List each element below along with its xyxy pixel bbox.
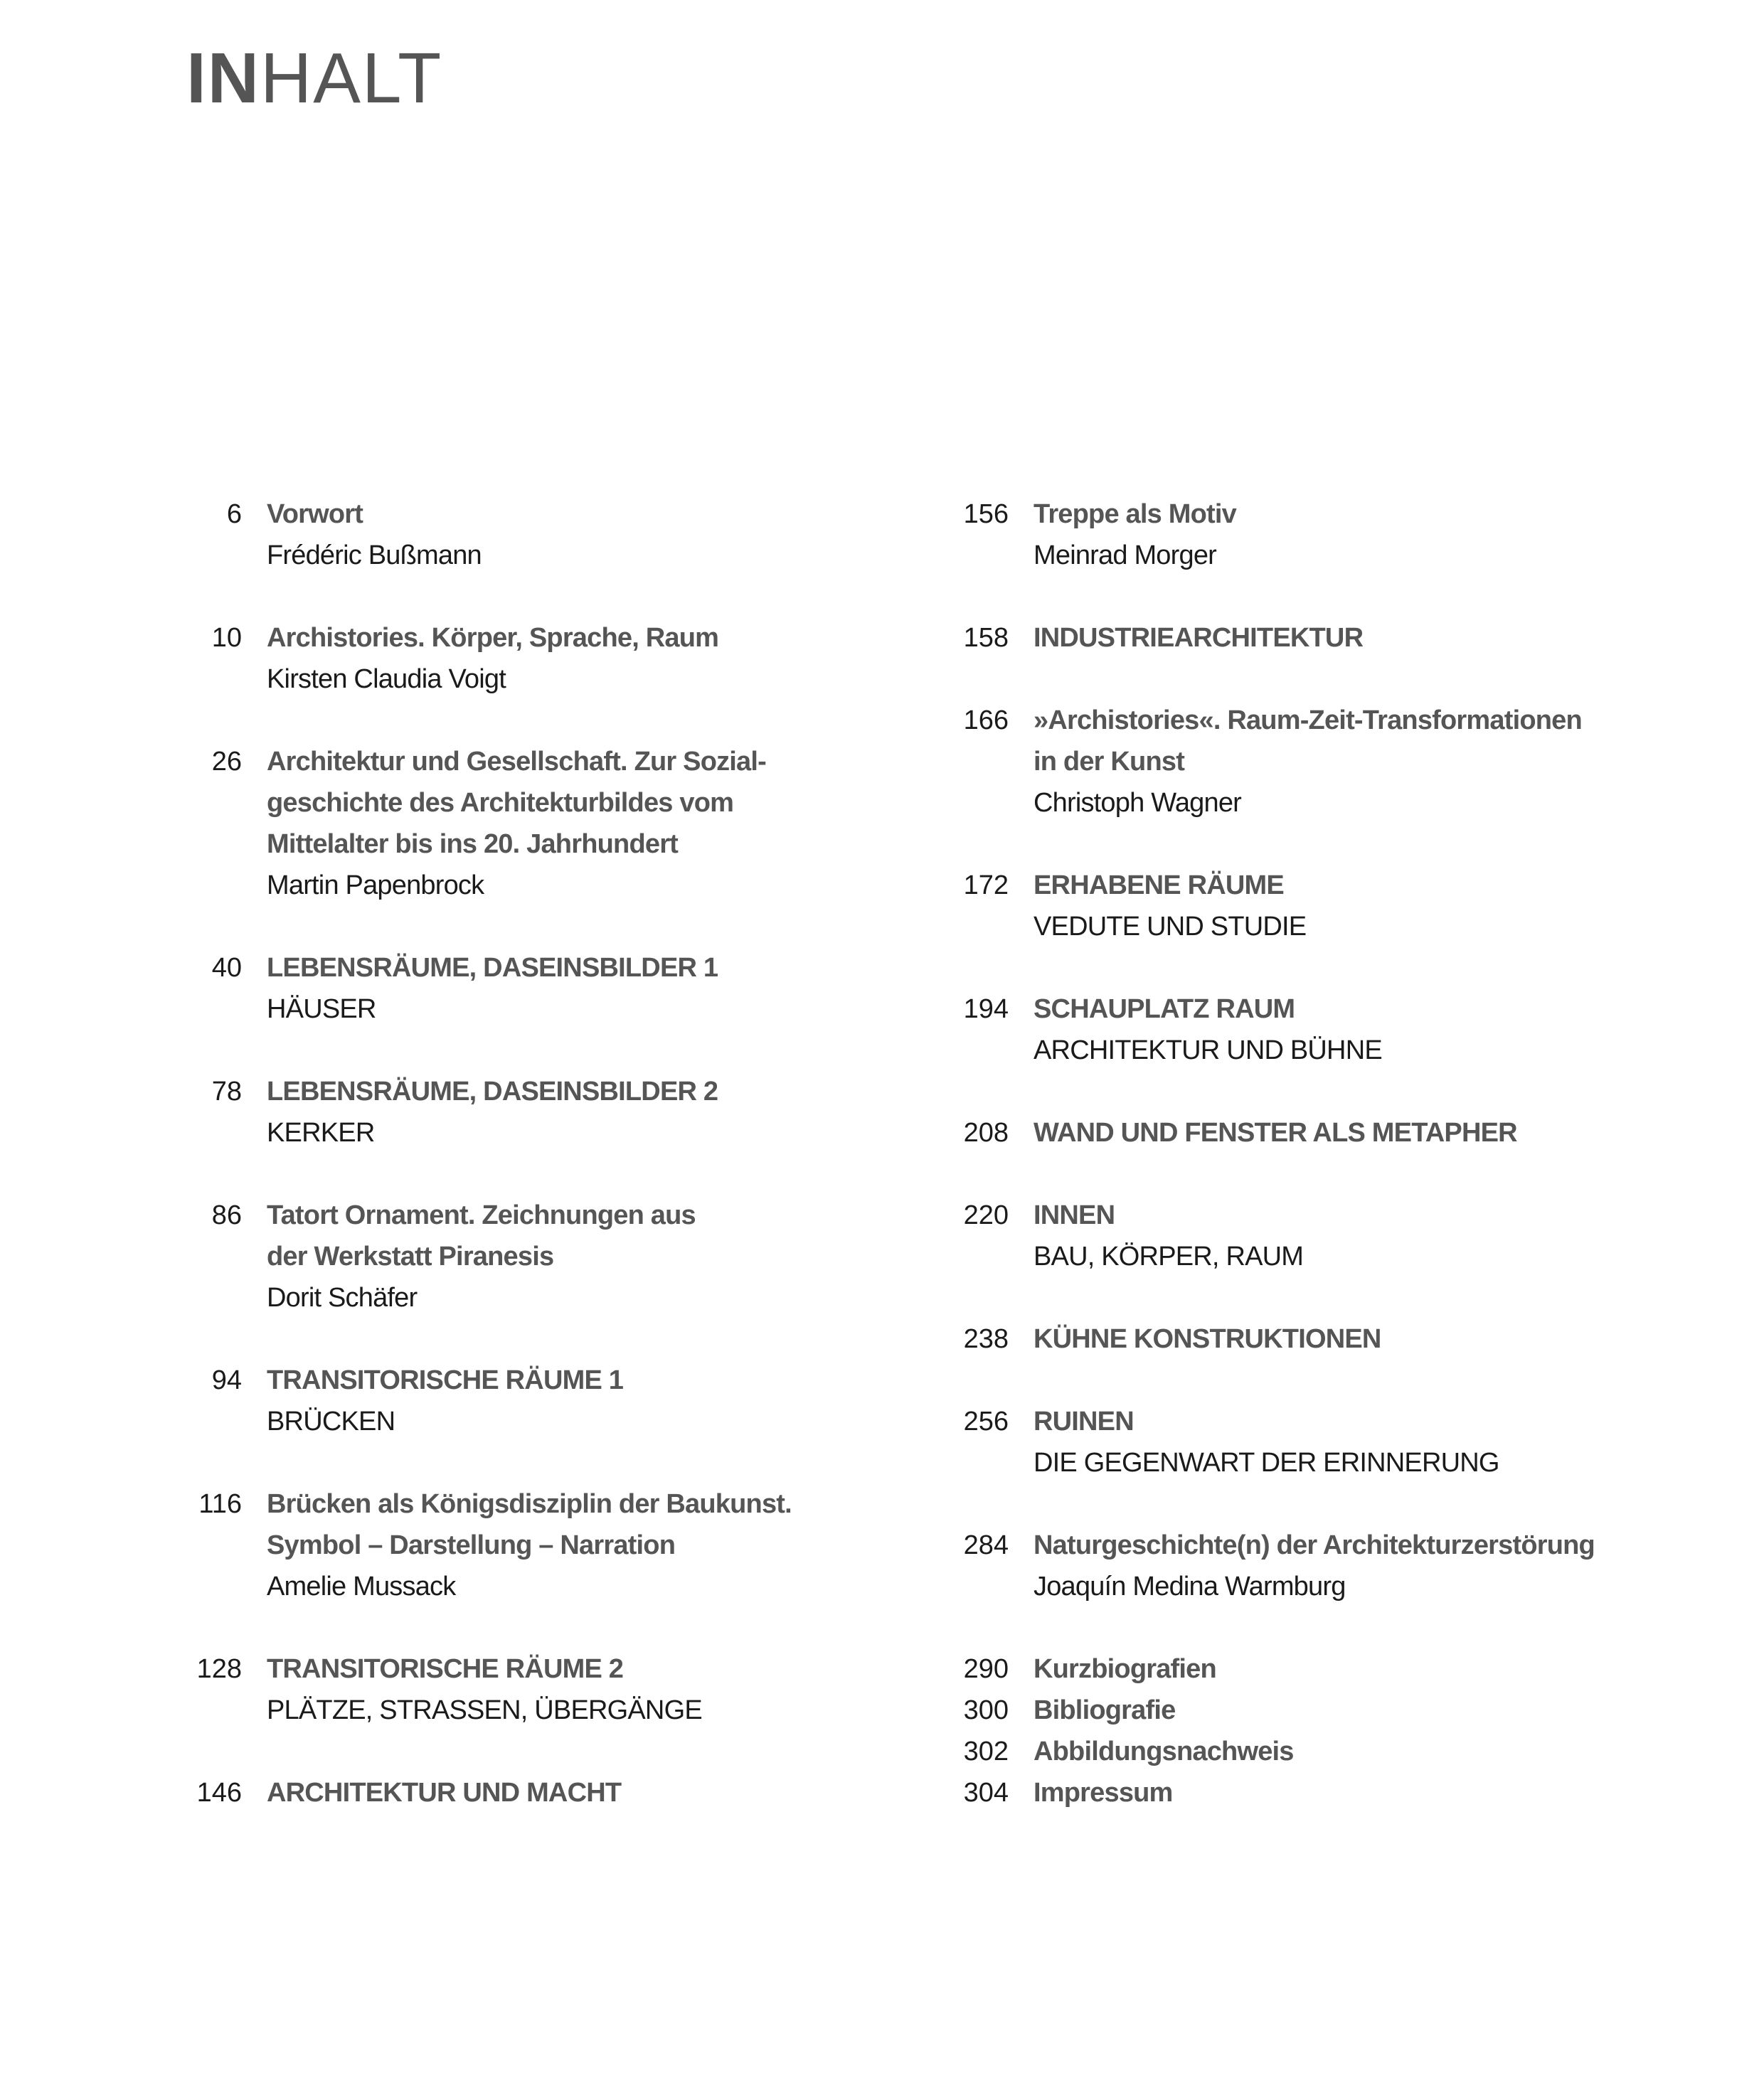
page-number: 172 bbox=[963, 870, 1009, 900]
entry-text bbox=[1034, 1112, 1720, 1153]
entry-subtitle: Joaquín Medina Warmburg bbox=[1034, 1572, 1346, 1601]
entry-subtitle: KERKER bbox=[267, 1118, 375, 1148]
entry-subtitle: Dorit Schäfer bbox=[267, 1283, 418, 1313]
entry-subtitle: HÄUSER bbox=[267, 994, 376, 1024]
entry-text bbox=[1034, 1401, 1720, 1483]
toc-entry[interactable] bbox=[171, 1483, 882, 1607]
toc-entry[interactable] bbox=[171, 1772, 882, 1813]
entry-text bbox=[267, 1195, 882, 1318]
toc-entry[interactable] bbox=[937, 1318, 1720, 1360]
page-number: 238 bbox=[963, 1324, 1009, 1354]
entry-title: Impressum bbox=[1034, 1778, 1173, 1808]
entry-subtitle: Kirsten Claudia Voigt bbox=[267, 664, 506, 694]
entry-subtitle: Christoph Wagner bbox=[1034, 788, 1242, 818]
entry-title: SCHAUPLATZ RAUM bbox=[1034, 994, 1295, 1024]
entry-text bbox=[1034, 1772, 1720, 1813]
page-number: 194 bbox=[963, 994, 1009, 1024]
entry-subtitle: Amelie Mussack bbox=[267, 1572, 456, 1601]
entry-text bbox=[1034, 700, 1720, 824]
toc-entry[interactable] bbox=[171, 741, 882, 906]
toc-entry[interactable] bbox=[937, 1690, 1720, 1731]
page-number: 284 bbox=[963, 1530, 1009, 1560]
toc-entry[interactable] bbox=[937, 865, 1720, 947]
toc-column-left bbox=[171, 494, 882, 1855]
page-number: 256 bbox=[963, 1407, 1009, 1437]
page-title bbox=[186, 38, 443, 118]
page-number: 94 bbox=[211, 1365, 242, 1395]
entry-text bbox=[267, 494, 882, 576]
entry-text bbox=[1034, 1525, 1720, 1607]
toc-entry[interactable] bbox=[171, 494, 882, 576]
entry-title: ARCHITEKTUR UND MACHT bbox=[267, 1778, 622, 1808]
page-number: 146 bbox=[196, 1778, 242, 1808]
toc-entry[interactable] bbox=[937, 1112, 1720, 1153]
toc-entry[interactable] bbox=[937, 1525, 1720, 1607]
toc-entry[interactable] bbox=[171, 1648, 882, 1731]
page-number: 220 bbox=[963, 1200, 1009, 1230]
entry-title: geschichte des Architekturbildes vom bbox=[267, 788, 734, 818]
page-number: 86 bbox=[211, 1200, 242, 1230]
entry-text bbox=[1034, 865, 1720, 947]
entry-text bbox=[1034, 1318, 1720, 1360]
toc-entry[interactable] bbox=[937, 494, 1720, 576]
toc-entry[interactable] bbox=[171, 617, 882, 700]
page-number: 304 bbox=[963, 1778, 1009, 1808]
toc-entry[interactable] bbox=[937, 1772, 1720, 1813]
entry-text bbox=[1034, 1195, 1720, 1277]
toc-column-right bbox=[937, 494, 1720, 1813]
toc-entry[interactable] bbox=[937, 988, 1720, 1071]
entry-text bbox=[1034, 1731, 1720, 1772]
entry-text bbox=[1034, 1648, 1720, 1690]
entry-title: TRANSITORISCHE RÄUME 1 bbox=[267, 1365, 624, 1395]
page-number: 6 bbox=[226, 499, 242, 529]
entry-text bbox=[267, 741, 882, 906]
entry-title: LEBENSRÄUME, DASEINSBILDER 2 bbox=[267, 1077, 718, 1107]
entry-title: Architektur und Gesellschaft. Zur Sozial- bbox=[267, 747, 767, 777]
page-number: 156 bbox=[963, 499, 1009, 529]
entry-text bbox=[1034, 617, 1720, 659]
entry-title: Bibliografie bbox=[1034, 1695, 1176, 1725]
entry-title: »Archistories«. Raum-Zeit-Transformationen bbox=[1034, 705, 1582, 735]
page-title-light: HALT bbox=[260, 38, 443, 118]
page-number: 26 bbox=[211, 747, 242, 777]
entry-title: in der Kunst bbox=[1034, 747, 1185, 777]
entry-title: Naturgeschichte(n) der Architekturzerstörung bbox=[1034, 1530, 1595, 1560]
toc-entry[interactable] bbox=[937, 1195, 1720, 1277]
entry-subtitle: Frédéric Bußmann bbox=[267, 540, 482, 570]
entry-text bbox=[267, 1648, 882, 1731]
entry-title: Treppe als Motiv bbox=[1034, 499, 1236, 529]
entry-title: Archistories. Körper, Sprache, Raum bbox=[267, 623, 719, 653]
entry-title: Brücken als Königsdisziplin der Baukunst. bbox=[267, 1489, 792, 1519]
entry-subtitle: Meinrad Morger bbox=[1034, 540, 1217, 570]
entry-title: TRANSITORISCHE RÄUME 2 bbox=[267, 1654, 624, 1684]
entry-subtitle: Martin Papenbrock bbox=[267, 870, 484, 900]
toc-entry[interactable] bbox=[171, 947, 882, 1030]
page-number: 290 bbox=[963, 1654, 1009, 1684]
entry-title: INDUSTRIEARCHITEKTUR bbox=[1034, 623, 1364, 653]
entry-title: RUINEN bbox=[1034, 1407, 1134, 1437]
entry-subtitle: BRÜCKEN bbox=[267, 1407, 395, 1437]
entry-title: der Werkstatt Piranesis bbox=[267, 1242, 554, 1272]
entry-text bbox=[1034, 988, 1720, 1071]
entry-title: KÜHNE KONSTRUKTIONEN bbox=[1034, 1324, 1381, 1354]
entry-text bbox=[267, 1360, 882, 1442]
page-number: 208 bbox=[963, 1118, 1009, 1148]
entry-title: INNEN bbox=[1034, 1200, 1115, 1230]
entry-text bbox=[1034, 1690, 1720, 1731]
page-number: 128 bbox=[196, 1654, 242, 1684]
page-title-bold: IN bbox=[186, 38, 260, 118]
entry-title: LEBENSRÄUME, DASEINSBILDER 1 bbox=[267, 953, 718, 983]
page-number: 116 bbox=[198, 1489, 242, 1519]
entry-subtitle: BAU, KÖRPER, RAUM bbox=[1034, 1242, 1304, 1272]
entry-text bbox=[1034, 494, 1720, 576]
page-number: 40 bbox=[211, 953, 242, 983]
toc-entry[interactable] bbox=[171, 1360, 882, 1442]
page-number: 166 bbox=[963, 705, 1009, 735]
entry-text bbox=[267, 1483, 882, 1607]
toc-entry[interactable] bbox=[171, 1195, 882, 1318]
page-number: 78 bbox=[211, 1077, 242, 1107]
page-number: 10 bbox=[211, 623, 242, 653]
entry-text bbox=[267, 1071, 882, 1153]
entry-title: Abbildungsnachweis bbox=[1034, 1737, 1294, 1766]
entry-text bbox=[267, 947, 882, 1030]
entry-title: WAND UND FENSTER ALS METAPHER bbox=[1034, 1118, 1517, 1148]
toc-entry[interactable] bbox=[937, 1401, 1720, 1483]
entry-title: ERHABENE RÄUME bbox=[1034, 870, 1284, 900]
toc-entry[interactable] bbox=[937, 1731, 1720, 1772]
entry-title: Kurzbiografien bbox=[1034, 1654, 1216, 1684]
toc-entry[interactable] bbox=[937, 617, 1720, 659]
entry-subtitle: DIE GEGENWART DER ERINNERUNG bbox=[1034, 1448, 1499, 1478]
entry-title: Vorwort bbox=[267, 499, 363, 529]
entry-text bbox=[267, 1772, 882, 1813]
entry-text bbox=[267, 617, 882, 700]
toc-entry[interactable] bbox=[171, 1071, 882, 1153]
entry-subtitle: ARCHITEKTUR UND BÜHNE bbox=[1034, 1035, 1382, 1065]
page-number: 302 bbox=[963, 1737, 1009, 1766]
entry-title: Symbol – Darstellung – Narration bbox=[267, 1530, 676, 1560]
page-number: 300 bbox=[963, 1695, 1009, 1725]
entry-title: Mittelalter bis ins 20. Jahrhundert bbox=[267, 829, 679, 859]
entry-subtitle: VEDUTE UND STUDIE bbox=[1034, 912, 1307, 942]
page-number: 158 bbox=[963, 623, 1009, 653]
entry-subtitle: PLÄTZE, STRASSEN, ÜBERGÄNGE bbox=[267, 1695, 702, 1725]
entry-title: Tatort Ornament. Zeichnungen aus bbox=[267, 1200, 696, 1230]
toc-entry[interactable] bbox=[937, 1648, 1720, 1690]
toc-entry[interactable] bbox=[937, 700, 1720, 824]
